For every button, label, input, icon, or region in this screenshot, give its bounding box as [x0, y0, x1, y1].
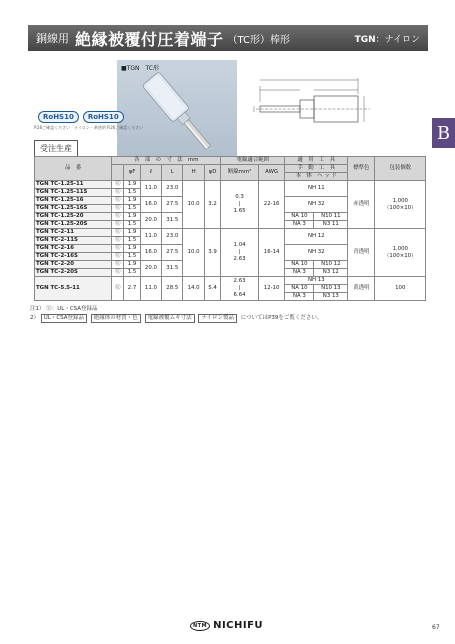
dimension-drawing [248, 66, 378, 154]
cell-l: 11.0 [140, 229, 161, 245]
cell-F: 1.5 [124, 221, 140, 229]
mm2-bot: 6.64 [233, 292, 246, 298]
model-cell: TGN TC-1.25-11S [35, 189, 112, 197]
cell-l: 20.0 [140, 261, 161, 277]
cell-l: 16.0 [140, 197, 161, 213]
col-hand-tool: 手 動 工 具 [285, 165, 348, 173]
page-subtitle: （TC形）棒形 [227, 34, 291, 46]
cell-tool: NH 32 [285, 197, 348, 213]
rohs-badge: RoHS10 [83, 111, 124, 123]
col-mm2: 断線mm² [221, 165, 259, 181]
cell-awg: 16-14 [258, 229, 285, 277]
cell-qty [375, 181, 426, 229]
footnote-text: Ⓤ：UL・CSA登録品 [46, 306, 98, 312]
logo-text: NICHIFU [213, 620, 264, 631]
made-to-order-badge: 受注生産 [34, 140, 78, 157]
cell-D: 3.9 [204, 229, 220, 277]
material-type-value: ：ナイロン [375, 34, 420, 45]
cell-tool-body: NA 3 [285, 221, 314, 229]
footnote-label: 2） [30, 315, 39, 321]
col-dimensions: 各 部 の 寸 法 mm [112, 157, 221, 165]
ul-mark: Ⓤ [112, 261, 124, 269]
model-cell: TGN TC-2-20S [35, 269, 112, 277]
cell-F: 1.9 [124, 245, 140, 253]
cell-L: 28.5 [162, 277, 183, 301]
cell-F: 1.5 [124, 269, 140, 277]
col-l: ℓ [140, 165, 161, 181]
cell-tool-head: N3 13 [314, 293, 348, 301]
cell-F: 1.5 [124, 205, 140, 213]
cell-L: 27.5 [162, 197, 183, 213]
cell-L: 27.5 [162, 245, 183, 261]
model-cell: TGN TC-1.25-16S [35, 205, 112, 213]
mm2-top: 2.63 [233, 278, 246, 284]
qty-value: 1,000 [392, 245, 408, 252]
mm2-top: 1.04 [233, 242, 246, 248]
cell-color: 黄透明 [348, 277, 375, 301]
cell-tool: NH 12 [285, 229, 348, 245]
model-cell: TGN TC-2-16 [35, 245, 112, 253]
col-ul [112, 165, 124, 181]
ul-mark: Ⓤ [112, 189, 124, 197]
rohs-note: P.26ご確認ください [34, 125, 71, 130]
ul-mark: Ⓤ [112, 269, 124, 277]
cell-awg: 12-10 [258, 277, 285, 301]
cell-tool-body: NA 10 [285, 261, 314, 269]
model-cell: TGN TC-2-11S [35, 237, 112, 245]
col-quantity: 包装個数 [375, 157, 426, 181]
col-color: 標準色 [348, 157, 375, 181]
mm2-bot: 2.63 [233, 256, 246, 262]
col-H: H [183, 165, 204, 181]
cell-l: 20.0 [140, 213, 161, 229]
photo-label: ■TGN TC形 [121, 65, 159, 72]
col-awg: AWG [258, 165, 285, 181]
cell-tool: NH 13 [285, 277, 348, 285]
cell-tool-body: NA 3 [285, 293, 314, 301]
cell-tool-head: N10 11 [314, 213, 348, 221]
cell-mm2 [221, 277, 259, 301]
qty-pack: （100×10） [384, 252, 417, 259]
ul-mark: Ⓤ [112, 221, 124, 229]
cell-tool-head: N10 13 [314, 285, 348, 293]
footnote-text: についてはP39をご覧ください。 [240, 315, 323, 321]
section-tab-b[interactable]: B [432, 118, 455, 148]
footnote-tag: 絶縁体の材質・色 [91, 314, 141, 323]
footnote-tag: UL・CSA登録品 [41, 314, 87, 323]
col-L: L [162, 165, 183, 181]
footnote-tag: 電線被覆ムキ寸法 [145, 314, 195, 323]
qty-value: 1,000 [392, 197, 408, 204]
cell-H: 14.0 [183, 277, 204, 301]
header-bar [28, 25, 428, 51]
cell-tool-body: NA 10 [285, 285, 314, 293]
col-tool: 適 用 工 具 [285, 157, 348, 165]
cell-l: 16.0 [140, 245, 161, 261]
cell-H: 10.0 [183, 229, 204, 277]
header-band [0, 0, 455, 55]
spec-table [34, 156, 426, 301]
cell-H: 10.0 [183, 181, 204, 229]
cell-awg: 22-16 [258, 181, 285, 229]
cell-F: 1.9 [124, 261, 140, 269]
cell-F: 1.9 [124, 213, 140, 221]
model-cell: TGN TC-1.25-16 [35, 197, 112, 205]
material-type [355, 32, 420, 45]
cell-color: 青透明 [348, 229, 375, 277]
col-model: 品 番 [35, 157, 112, 181]
page-title: 絶縁被覆付圧着端子 [75, 29, 224, 49]
product-photo [117, 60, 237, 170]
mm2-top: 0.3 [235, 194, 244, 200]
ul-mark: Ⓤ [112, 237, 124, 245]
rohs-notes [34, 125, 143, 131]
rohs-badge: RoHS10 [38, 111, 79, 123]
rohs-note: ナイロン・黄透明 P.26ご確認ください [74, 125, 144, 130]
cell-F: 1.5 [124, 189, 140, 197]
cell-mm2 [221, 181, 259, 229]
cell-tool-head: N3 11 [314, 221, 348, 229]
cell-L: 31.5 [162, 261, 183, 277]
col-D: φD [204, 165, 220, 181]
ul-mark: Ⓤ [112, 205, 124, 213]
header-category: 銅線用 [36, 32, 69, 45]
cell-L: 23.0 [162, 229, 183, 245]
ul-mark: Ⓤ [112, 197, 124, 205]
footnote-tag: ナイロン製品 [198, 314, 237, 323]
footnote-2 [30, 314, 322, 323]
cell-mm2 [221, 229, 259, 277]
ul-mark: Ⓤ [112, 229, 124, 237]
model-cell: TGN TC-2-11 [35, 229, 112, 237]
cell-D: 5.4 [204, 277, 220, 301]
cell-tool-body: NA 10 [285, 213, 314, 221]
model-cell: TGN TC-1.25-11 [35, 181, 112, 189]
cell-tool: NH 32 [285, 245, 348, 261]
cell-qty [375, 229, 426, 277]
model-cell: TGN TC-2-16S [35, 253, 112, 261]
cell-F: 1.9 [124, 229, 140, 237]
cell-tool-head: N10 12 [314, 261, 348, 269]
ul-mark: Ⓤ [112, 277, 124, 301]
rohs-badges [38, 111, 124, 123]
terminal-photo-illustration [117, 60, 237, 170]
cell-F: 1.9 [124, 181, 140, 189]
col-body-head: 本 体 ヘ ッ ド [285, 173, 348, 181]
col-wire-range: 電線適合範囲 [221, 157, 285, 165]
logo-mark: NTM [190, 621, 210, 631]
mm2-mid: | [238, 201, 241, 207]
ul-mark: Ⓤ [112, 253, 124, 261]
cell-F: 2.7 [124, 277, 140, 301]
cell-qty: 100 [375, 277, 426, 301]
footnote-1 [30, 305, 322, 314]
page-number: 67 [432, 624, 440, 631]
model-cell: TGN TC-1.25-20S [35, 221, 112, 229]
cell-F: 1.9 [124, 197, 140, 205]
table-row [35, 277, 426, 285]
cell-F: 1.5 [124, 253, 140, 261]
ul-mark: Ⓤ [112, 213, 124, 221]
cell-tool: NH 11 [285, 181, 348, 197]
cell-color: 赤透明 [348, 181, 375, 229]
material-type-label: TGN [354, 34, 376, 45]
ul-mark: Ⓤ [112, 245, 124, 253]
footnote-label: 注1） [30, 306, 45, 312]
table-row [35, 229, 426, 237]
model-cell: TGN TC-5.5-11 [35, 277, 112, 301]
footnotes [30, 305, 322, 323]
cell-D: 3.2 [204, 181, 220, 229]
mm2-mid: | [238, 249, 241, 255]
model-cell: TGN TC-2-20 [35, 261, 112, 269]
ul-mark: Ⓤ [112, 181, 124, 189]
model-cell: TGN TC-1.25-20 [35, 213, 112, 221]
cell-F: 1.5 [124, 237, 140, 245]
qty-pack: （100×10） [384, 204, 417, 211]
cell-L: 31.5 [162, 213, 183, 229]
cell-l: 11.0 [140, 181, 161, 197]
cell-l: 11.0 [140, 277, 161, 301]
mm2-bot: 1.65 [233, 208, 246, 214]
cell-tool-body: NA 3 [285, 269, 314, 277]
cell-L: 23.0 [162, 181, 183, 197]
table-row [35, 181, 426, 189]
col-F: φF [124, 165, 140, 181]
mm2-mid: | [238, 285, 241, 291]
cell-tool-head: N3 12 [314, 269, 348, 277]
brand-logo [190, 620, 263, 631]
